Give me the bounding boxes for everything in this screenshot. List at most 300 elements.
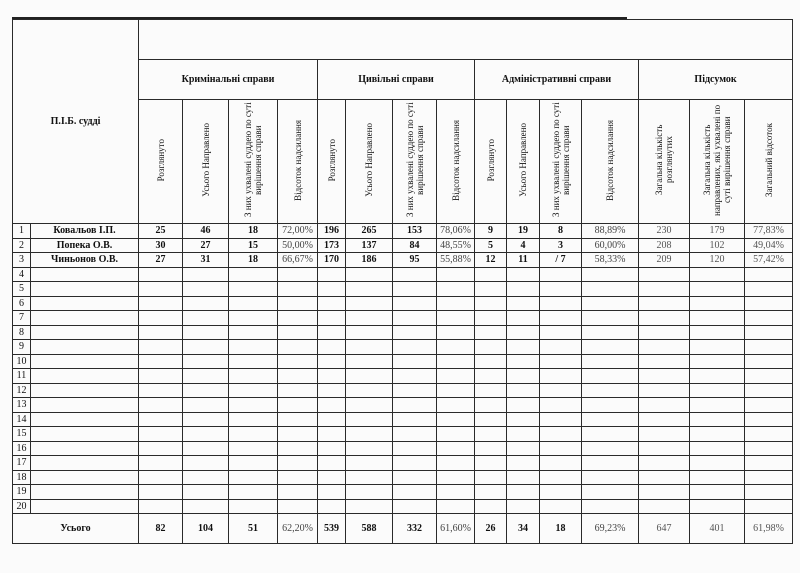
value-cell [639,441,690,456]
judge-name [31,369,139,384]
value-cell [278,311,318,326]
table-row [13,224,793,239]
group-administrative: Адміністративні справи [475,60,639,100]
value-cell [690,441,745,456]
value-cell [278,485,318,500]
value-cell: 5 [475,238,507,253]
value-cell [139,485,183,500]
value-cell [139,470,183,485]
value-cell: 18 [229,253,278,268]
value-cell [475,441,507,456]
value-cell [346,369,393,384]
row-number: 14 [13,412,31,427]
value-cell [229,340,278,355]
value-cell [690,340,745,355]
value-cell [318,267,346,282]
value-cell [437,267,475,282]
value-cell [346,267,393,282]
value-cell: 19 [507,224,540,239]
value-cell [582,398,639,413]
value-cell [318,383,346,398]
value-cell: 3 [540,238,582,253]
value-cell [639,398,690,413]
total-value: 82 [139,514,183,544]
value-cell [346,383,393,398]
value-cell [690,427,745,442]
value-cell [475,282,507,297]
subheader-label: Відсоток надсилання [292,119,303,201]
group-criminal: Кримінальні справи [139,60,318,100]
total-value: 539 [318,514,346,544]
value-cell [582,325,639,340]
total-value: 69,23% [582,514,639,544]
value-cell: 49,04% [745,238,793,253]
value-cell [437,282,475,297]
row-number: 19 [13,485,31,500]
value-cell: 84 [393,238,437,253]
value-cell [507,369,540,384]
table-row [13,427,793,442]
value-cell [540,412,582,427]
subheader-label: Відсоток надсилання [605,119,616,201]
value-cell [346,456,393,471]
subheader-cell [346,100,393,224]
subheader-label: Загальна кількість направлених, які ухвалені по суті вирішення справи [702,104,733,216]
subheader-cell [582,100,639,224]
value-cell: 265 [346,224,393,239]
value-cell: 209 [639,253,690,268]
value-cell [639,485,690,500]
value-cell [278,441,318,456]
value-cell [183,369,229,384]
value-cell [437,296,475,311]
subheader-cell [437,100,475,224]
value-cell [437,412,475,427]
value-cell [437,427,475,442]
judge-name [31,311,139,326]
value-cell [139,383,183,398]
value-cell: 186 [346,253,393,268]
table-row [13,470,793,485]
value-cell [745,398,793,413]
value-cell [229,325,278,340]
subheader-label: Усього Направлено [518,123,529,197]
table-row [13,369,793,384]
value-cell [139,369,183,384]
subheader-label: Розглянуто [485,138,496,182]
value-cell [183,383,229,398]
value-cell [582,340,639,355]
value-cell [139,456,183,471]
value-cell [437,369,475,384]
table-row [13,311,793,326]
value-cell [278,456,318,471]
row-number: 17 [13,456,31,471]
value-cell [540,267,582,282]
value-cell: 27 [139,253,183,268]
row-number: 13 [13,398,31,413]
value-cell [507,412,540,427]
value-cell [475,470,507,485]
value-cell [318,311,346,326]
value-cell [278,412,318,427]
subheader-label: Усього Направлено [200,123,211,197]
total-value: 51 [229,514,278,544]
value-cell [475,354,507,369]
table-row [13,267,793,282]
value-cell [690,456,745,471]
value-cell [318,340,346,355]
value-cell [475,485,507,500]
value-cell [183,340,229,355]
value-cell [507,383,540,398]
value-cell [229,369,278,384]
value-cell [139,427,183,442]
value-cell [540,340,582,355]
subheader-label: З них ухвалені суддею по суті вирішення справи [404,102,425,218]
value-cell [475,340,507,355]
value-cell [346,340,393,355]
value-cell [229,485,278,500]
subheader-label: З них ухвалені суддею по суті вирішення справи [550,102,571,218]
value-cell [318,412,346,427]
total-row [13,514,793,544]
row-number: 7 [13,311,31,326]
row-number: 11 [13,369,31,384]
value-cell: 137 [346,238,393,253]
value-cell: 50,00% [278,238,318,253]
value-cell [139,325,183,340]
value-cell [507,282,540,297]
value-cell: 173 [318,238,346,253]
value-cell [540,282,582,297]
subheader-label: Усього Направлено [364,123,375,197]
value-cell: 77,83% [745,224,793,239]
value-cell [393,499,437,514]
value-cell [437,398,475,413]
subheader-cell [139,100,183,224]
value-cell [393,267,437,282]
subheader-label: Розглянуто [326,138,337,182]
value-cell [139,340,183,355]
value-cell [183,427,229,442]
value-cell [475,412,507,427]
table-row [13,238,793,253]
value-cell [229,427,278,442]
value-cell [690,325,745,340]
judge-name [31,296,139,311]
value-cell [229,441,278,456]
value-cell [278,427,318,442]
value-cell [507,296,540,311]
value-cell: 27 [183,238,229,253]
judge-name [31,499,139,514]
value-cell [393,354,437,369]
value-cell [690,499,745,514]
value-cell [582,427,639,442]
value-cell: 9 [475,224,507,239]
subheader-cell [229,100,278,224]
value-cell [507,354,540,369]
row-number: 2 [13,238,31,253]
judge-name: Ковальов І.П. [31,224,139,239]
row-number: 18 [13,470,31,485]
subheader-cell [318,100,346,224]
value-cell: 72,00% [278,224,318,239]
value-cell [139,311,183,326]
judge-name: Попека О.В. [31,238,139,253]
value-cell: 8 [540,224,582,239]
value-cell [139,267,183,282]
total-value: 61,60% [437,514,475,544]
value-cell [540,311,582,326]
value-cell [346,441,393,456]
value-cell [582,456,639,471]
value-cell [393,369,437,384]
value-cell [582,354,639,369]
table-row [13,282,793,297]
value-cell [540,470,582,485]
value-cell [437,311,475,326]
total-value: 26 [475,514,507,544]
total-value: 588 [346,514,393,544]
value-cell: 11 [507,253,540,268]
value-cell [139,282,183,297]
subheader-cell [475,100,507,224]
value-cell [318,499,346,514]
value-cell [139,296,183,311]
value-cell [540,383,582,398]
value-cell [318,398,346,413]
value-cell [183,412,229,427]
value-cell [437,470,475,485]
value-cell [278,354,318,369]
value-cell [582,282,639,297]
group-summary: Підсумок [639,60,793,100]
value-cell [318,354,346,369]
value-cell [475,325,507,340]
value-cell [745,311,793,326]
value-cell [278,267,318,282]
judge-name [31,282,139,297]
value-cell [278,499,318,514]
value-cell [639,325,690,340]
value-cell [346,325,393,340]
value-cell [393,456,437,471]
judge-name [31,398,139,413]
total-value: 61,98% [745,514,793,544]
total-value: 332 [393,514,437,544]
value-cell [393,398,437,413]
value-cell [639,369,690,384]
value-cell [278,383,318,398]
value-cell: / 7 [540,253,582,268]
total-value: 401 [690,514,745,544]
value-cell: 66,67% [278,253,318,268]
value-cell [475,499,507,514]
value-cell [183,282,229,297]
row-number: 3 [13,253,31,268]
value-cell [318,369,346,384]
value-cell: 88,89% [582,224,639,239]
value-cell [582,267,639,282]
value-cell [639,499,690,514]
judge-name [31,325,139,340]
value-cell [475,369,507,384]
group-civil: Цивільні справи [318,60,475,100]
value-cell [229,470,278,485]
value-cell [229,383,278,398]
value-cell [346,354,393,369]
value-cell [745,296,793,311]
judge-name [31,441,139,456]
value-cell: 60,00% [582,238,639,253]
value-cell [393,470,437,485]
value-cell [183,441,229,456]
value-cell [690,311,745,326]
value-cell [475,456,507,471]
value-cell [475,296,507,311]
value-cell [229,267,278,282]
value-cell [183,485,229,500]
value-cell [318,470,346,485]
table-row [13,296,793,311]
value-cell [183,470,229,485]
judge-name [31,354,139,369]
value-cell [582,412,639,427]
value-cell [639,470,690,485]
table-row [13,412,793,427]
value-cell [507,427,540,442]
value-cell: 196 [318,224,346,239]
value-cell [183,296,229,311]
value-cell [507,340,540,355]
value-cell [690,282,745,297]
value-cell [229,412,278,427]
value-cell [437,340,475,355]
value-cell [346,485,393,500]
value-cell [507,325,540,340]
value-cell [318,296,346,311]
subheader-cell [278,100,318,224]
value-cell [393,412,437,427]
value-cell [139,499,183,514]
judge-name: Чиньонов О.В. [31,253,139,268]
value-cell [139,412,183,427]
value-cell: 120 [690,253,745,268]
value-cell [690,354,745,369]
value-cell [437,325,475,340]
row-number: 5 [13,282,31,297]
total-value: 18 [540,514,582,544]
value-cell [745,412,793,427]
table-row [13,398,793,413]
value-cell [507,456,540,471]
value-cell [582,369,639,384]
value-cell [139,354,183,369]
value-cell [690,412,745,427]
judge-name [31,427,139,442]
value-cell [475,267,507,282]
value-cell [183,398,229,413]
value-cell [540,456,582,471]
total-label: Усього [13,514,139,544]
value-cell [475,311,507,326]
value-cell: 78,06% [437,224,475,239]
subheader-label: Відсоток надсилання [450,119,461,201]
table-row [13,499,793,514]
value-cell [183,325,229,340]
value-cell [393,325,437,340]
value-cell [393,441,437,456]
value-cell [393,427,437,442]
value-cell: 179 [690,224,745,239]
value-cell [318,441,346,456]
value-cell [507,398,540,413]
value-cell [183,499,229,514]
total-value: 104 [183,514,229,544]
value-cell [437,383,475,398]
value-cell [183,311,229,326]
value-cell [690,383,745,398]
value-cell: 102 [690,238,745,253]
value-cell [745,456,793,471]
value-cell [540,485,582,500]
value-cell [346,398,393,413]
value-cell [278,369,318,384]
value-cell [229,311,278,326]
pib-header: П.І.Б. судді [13,20,139,224]
subheader-cell [540,100,582,224]
value-cell [393,340,437,355]
value-cell [540,369,582,384]
value-cell: 18 [229,224,278,239]
value-cell [318,485,346,500]
value-cell [540,427,582,442]
value-cell [183,354,229,369]
value-cell [437,354,475,369]
value-cell [346,470,393,485]
row-number: 9 [13,340,31,355]
value-cell [507,499,540,514]
value-cell [475,383,507,398]
row-number: 10 [13,354,31,369]
value-cell: 55,88% [437,253,475,268]
subheader-label: З них ухвалені суддею по суті вирішення справи [243,102,264,218]
blank-title-cell [139,20,793,60]
table-row [13,441,793,456]
value-cell [278,282,318,297]
value-cell [507,470,540,485]
value-cell: 170 [318,253,346,268]
value-cell [229,499,278,514]
value-cell [745,383,793,398]
value-cell [690,369,745,384]
value-cell: 4 [507,238,540,253]
value-cell [639,340,690,355]
value-cell [346,427,393,442]
value-cell: 46 [183,224,229,239]
value-cell: 208 [639,238,690,253]
row-number: 12 [13,383,31,398]
judge-name [31,412,139,427]
value-cell [540,398,582,413]
table-row [13,485,793,500]
judge-name [31,340,139,355]
value-cell [582,311,639,326]
table-row [13,354,793,369]
subheader-cell [507,100,540,224]
